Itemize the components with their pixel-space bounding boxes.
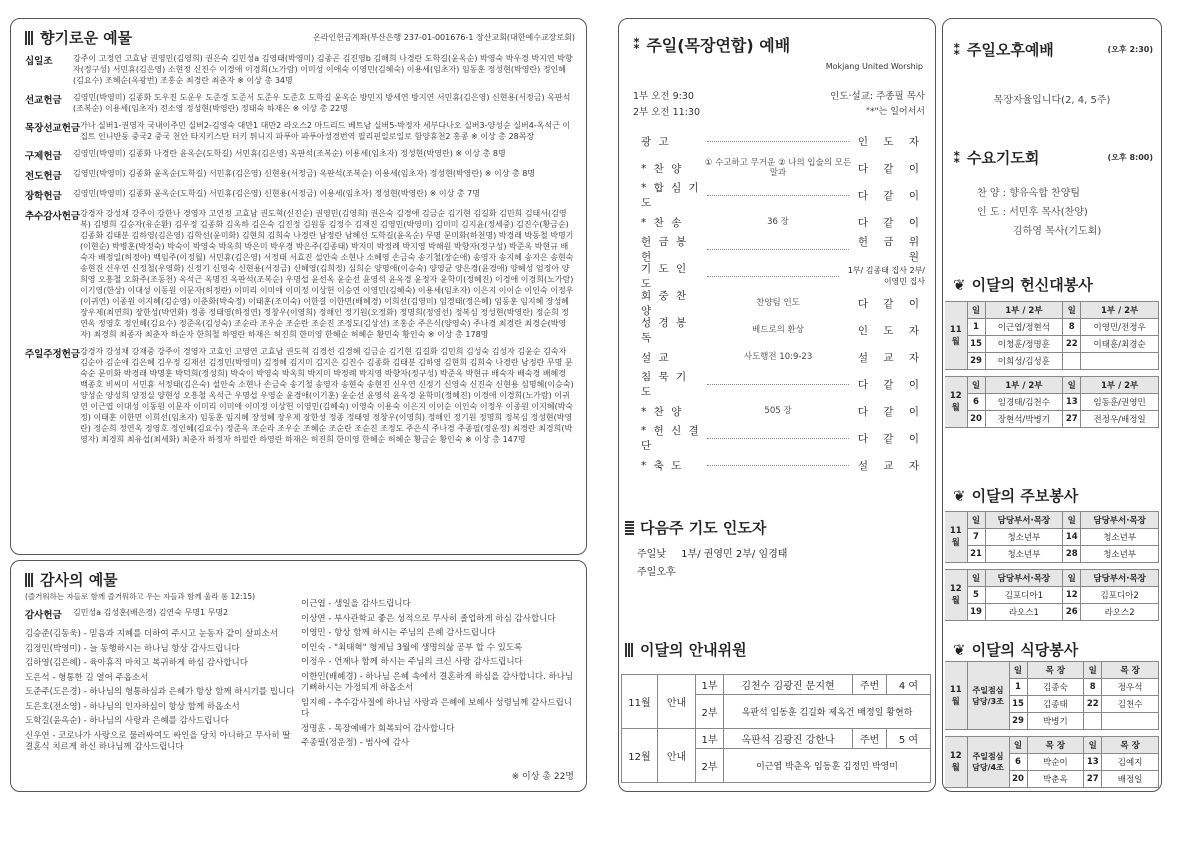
worship-item xyxy=(641,263,925,290)
bank-account: 온라인헌금계좌(부산은행 237-01-001676-1 장산교회(대한예수교장로회) xyxy=(313,32,575,42)
table-cell: 정우석 xyxy=(1102,679,1159,696)
kitchen-tables xyxy=(945,661,1159,794)
duty-label: 주일점심 담당/4조 xyxy=(967,737,1009,788)
flower-title: ❦ 이달의 헌신대봉사 xyxy=(953,275,1093,294)
worship-item-label: * 찬 양 xyxy=(641,405,684,418)
thanks-item: 도학길(윤옥순) - 하나님의 사랑과 은혜를 감사드립니다 xyxy=(25,716,229,726)
afternoon-text: 목장자율입니다(2, 4, 5주) xyxy=(993,95,1111,106)
worship-panel xyxy=(618,18,936,792)
worship-item xyxy=(641,347,925,367)
worship-item-label: 침 묵 기 도 xyxy=(641,371,689,398)
offering-item xyxy=(25,346,575,445)
leaf-icon: ❦ xyxy=(953,275,966,294)
table-cell: 이태훈/최경순 xyxy=(1081,336,1159,353)
table-cell: 8 xyxy=(1063,319,1081,336)
thanks-item: 김하영(김은혜) - 육아휴직 마치고 복귀하게 하심 감사합니다 xyxy=(25,658,248,668)
offering-list xyxy=(25,53,575,451)
table-cell: 임경태/김천수 xyxy=(985,394,1063,411)
header-cell: 1부 / 2부 xyxy=(985,302,1063,319)
offering-names: 강주이 고정연 고효남 권영민(김영희) 권은숙 김민성a 김영태(박영미) 김종곤 김진영b 김해희 나경란 도학길(윤옥순) 박영숙 박우경 박지연 박향자(정구성) 서민휴(김은영) 소현정 신진수 이경애 이경희(노가람) 이미성 이애숙 이영민(김혜숙) 이용세(임초자) 임동훈 정성현(박영란) 정인혜(김요수) 조혜순(옥광번) 조홍순 최경란 최춘자 ※ 이상 총 34명 xyxy=(73,54,573,85)
header-cell: 담당부서·목장 xyxy=(1081,512,1159,529)
header-cell: 일 xyxy=(1063,302,1081,319)
wednesday-title: ⁑ 수요기도회 xyxy=(953,148,1040,167)
worship-item-role: 다 같 이 xyxy=(857,378,925,391)
usher-names: 옥판석 임동훈 김길화 제옥건 배정일 황현하 xyxy=(724,695,931,729)
grid-icon xyxy=(625,521,634,535)
table-cell: 28 xyxy=(1063,546,1081,563)
table-header xyxy=(945,512,1159,529)
wed-lead-2: 김하영 목사(기도회) xyxy=(1013,226,1102,237)
offering-label: 전도헌금 xyxy=(25,171,62,182)
worship-item xyxy=(641,401,925,421)
usher-names: 김천수 김광진 문지현 xyxy=(724,675,853,695)
offering-names: 강경자 강성채 강재중 강주이 경영자 고효인 고영연 고효남 권도혁 김경선 김경혜 김금순 김기현 김길화 김민희 김성숙 김성자 김윤순 김숙자 김순아 김순애 김은혜 김우정 김재선 김정민(박영미) 김정혜 김지미 김지은 김진수 김종화 김태분 김하영 김현희 김희숙 나경란 남정란 무명 문숙순 문미화 박경래 박명훈 박덕희(정성희) 박숙이 박영숙 박옥희 박지미 박정례 박지영 박향자(정구성) 박준옥 박현규 배숙자 배숙경 배혜경 백종호 비씨미 서민휴 서정태(김은숙) 설안숙 소현나 손금숙 송기철 송영자 송현숙 송현진 신우연 신정기 신영숙 신진숙 신현용 심명혜(이승숙) 양성순 양성희 양정실 양현성 오흥철 옥석근 우명섭 우영순 윤경애(이기훈) 윤순선 윤영석 윤옥경 윤학미(정혜진) 이경애 이경희(노가람) 이귀연 이근엽 이대성 이동원 이문자 이미리 이미애 이미정 이상헌 이영민(김혜숙) 이영숙 이용숙 이은지 이이순 이인숙 이정우 이종원 이지혜(박숙정) 이태훈 이한면 이희선(임초자) 임동훈 임지혜 장성혜 장우제 장한성 정종 정태영 정창우(이영희) 정해인 정기원 정명희 정복심 정성현(박영란) 정순희 정연옥 정영호 정인혜(김요수) 정준옥 조순라 조우순 조혜순 조순란 조순진 조정도 주은식 주나경 주종필(정운정) 최경란 최경희(박영자) 최경희 최유섭(최세화) 최춘자 하정자 하필란 하영란 하재은 허진희 한미영 한혜순 허혜순 황금순 황인숙 ※ 이상 총 147명 xyxy=(80,347,574,444)
worship-subtitle: Mokjang United Worship xyxy=(825,62,923,71)
table-cell: 전정우/배정일 xyxy=(1081,411,1159,428)
leaf-icon: ❦ xyxy=(953,640,966,659)
table-row xyxy=(945,529,1159,546)
worship-item-role: 설 교 자 xyxy=(857,459,925,472)
table-header xyxy=(945,570,1159,587)
table-cell: 27 xyxy=(1084,771,1102,788)
table-cell: 27 xyxy=(1063,411,1081,428)
month-cell: 12 월 xyxy=(945,570,967,621)
duty-label: 주일점심 담당/3조 xyxy=(967,662,1009,730)
worship-item-role: 설 교 자 xyxy=(857,351,925,364)
offering-label: 추수감사헌금 xyxy=(25,211,81,222)
offering-panel xyxy=(10,18,587,555)
thanks-note: (즐거워하는 자들로 함께 즐거워하고 우는 자들과 함께 울라 롬 12:15) xyxy=(25,592,256,601)
worship-item-content: 찬양팀 인도 xyxy=(756,298,800,308)
table-cell: 이희성/김성훈 xyxy=(985,353,1063,370)
sunday-value: 1부/ 권영민 2부/ 임경태 xyxy=(681,549,788,560)
table-cell: 김포디아1 xyxy=(985,587,1063,604)
offering-label: 목장선교헌금 xyxy=(25,123,81,134)
header-cell: 일 xyxy=(1084,662,1102,679)
header-cell: 일 xyxy=(967,570,985,587)
wed-praise: 찬 양 : 향유옥합 찬양팀 xyxy=(977,188,1081,199)
table-cell: 박춘옥 xyxy=(1027,771,1084,788)
usher-role: 안내 xyxy=(658,675,696,729)
table-row xyxy=(945,587,1159,604)
table-header xyxy=(945,737,1159,754)
worship-item-label: 회 중 찬 양 xyxy=(641,290,689,317)
table-cell: 13 xyxy=(1063,394,1081,411)
thanks-item: 임지혜 - 추수감사절에 하나님 사랑과 은혜에 보혜사 성령님께 감사드립니다 xyxy=(301,697,573,719)
table-row xyxy=(945,411,1159,428)
table-cell: 이청훈/정명훈 xyxy=(985,336,1063,353)
table-cell xyxy=(1084,713,1102,730)
offering-item xyxy=(25,53,575,86)
table-cell: 1 xyxy=(967,319,985,336)
month-cell: 11 월 xyxy=(945,302,967,370)
worship-item-content xyxy=(707,195,849,196)
offering-label: 장학헌금 xyxy=(25,191,62,202)
offering-label: 선교헌금 xyxy=(25,95,62,106)
worship-item-role: 다 같 이 xyxy=(857,432,925,445)
thanks-item: 도준주(도은경) - 하나님의 형통하심과 은혜가 항상 함께 하시기를 빕니다 xyxy=(25,687,295,697)
offering-item xyxy=(25,92,575,114)
usher-month: 11월 xyxy=(622,675,658,729)
flower-table-nov xyxy=(945,301,1159,370)
offering-item xyxy=(25,188,575,202)
worship-item-content xyxy=(707,465,849,466)
table-cell: 김예지 xyxy=(1102,754,1159,771)
table-header xyxy=(945,662,1159,679)
usher-week-value: 4 여 xyxy=(887,675,931,695)
header-cell: 담당부서·목장 xyxy=(1081,570,1159,587)
worship-item xyxy=(641,425,925,452)
next-sunday xyxy=(637,545,787,560)
dots-icon: ⁑ xyxy=(633,36,641,53)
worship-item-content: ① 수고하고 무거운 ② 나의 입술의 모든 말과 xyxy=(704,158,852,178)
worship-item-label: * 축 도 xyxy=(641,459,684,472)
stand-note: "*"는 일어서서 xyxy=(865,107,925,117)
worship-item-content xyxy=(707,249,849,250)
offering-names: 강경자 강성채 강주이 강한나 경영자 고연정 고효남 권도혁(신진순) 권영민(김영희) 권은숙 김경애 김금순 김기현 김길화 김민희 김태서(김영복) 김병희 김승자(유순환) 김우정 김종화 김옥하 김은숙 김진정 김원동 김정수 김재진 김영민(박영미) 김미미 김지윤(정세중) 김진수(황금순) 김종화 김태분 김하영(김은영) 김학선(윤미화) 김현희 김희숙 나경란 남정란 남혜선 도학길(윤옥순) 무명 문미화(하천명) 박경래 박동철 박명기(이현순) 박병훈(박정숙) 박숙이 박영숙 박옥희 박은미 박우경 박은주(김종태) 박지미 박정례 박지영 박해원 박향자(정구성) 박준옥 박현규 배숙자 배정일(허정아) 백임주(이정월) 서민휴(김은영) 서정태 서효진 설안숙 소현나 소혜영 손금숙 송기철(장순애) 송영자 송지혜 송지은 송현숙 송현진 신우연 신정철(우영화) 신정기 신영숙 신현용(서정금) 신혜영(김희정) 심희순 양명애(이승숙) 양영균 양은경(윤경애) 양혜성 엄정아 양희영 오흥철 오화주(조동천) 옥석근 옥명진 옥판석(조복순) 우명섭 윤선옥 윤순선 윤영석 윤옥경 윤정자 윤학미(정혜진) 이경애 이경희(노가람) 이기영(한상) 이대성 이동원 이문자(허정란) 이미리 이미애 이미정 이상헌 이승연 이영민(김혜숙) 이용세(임초자) 이은지 이이순 이인숙 이정우(이귀연) 이종원 이지혜(김순영) 이춘화(박숙정) 이태훈(조미숙) 이한결 이한면(배혜경) 이희선(김영미) 임경태(정은혜) 임동훈 임지혜 장성혜 장우제(최연희) 장한성(박연화) 정종 정태영(하정연) 정창우(이영희) 정해인 정기원(오정화) 정명희(정영선) 정복심 정성현(박영란) 정순희 정연옥 정영호 정인혜(김요수) 정준옥(김성숙) 조순라 조우순 조순란 조순진 조정도(김상선) 조홍순 주은식(양영숙) 주나경 최경란 최경순(박영자) 최경희 최종자 최춘자 하순자 한희철 하영란 하재은 허진희 한미영 한혜순 허혜순 황민숙 황인숙 ※ 이상 총 178명 xyxy=(80,209,574,339)
header-cell: 일 xyxy=(967,377,985,394)
table-header xyxy=(945,302,1159,319)
dots-icon: ⁑ xyxy=(953,148,961,167)
offering-names: 김영민(박영미) 김종화 윤옥순(도학길) 서민휴(김은영) 신현용(서정금) 이용세(임초자) 정성현(박영란) ※ 이상 총 7명 xyxy=(73,189,480,198)
usher-month: 12월 xyxy=(622,729,658,783)
thanks-item: 김정민(박영미) - 늘 동행하시는 하나님 항상 감사드립니다 xyxy=(25,643,240,654)
table-cell: 29 xyxy=(1009,713,1027,730)
table-cell: 20 xyxy=(1009,771,1027,788)
service-panel xyxy=(942,18,1162,792)
table-cell: 5 xyxy=(967,587,985,604)
header-cell: 일 xyxy=(1009,662,1027,679)
usher-role: 안내 xyxy=(658,729,696,783)
table-cell: 21 xyxy=(967,546,985,563)
thanks-left-list xyxy=(25,629,295,757)
usher-row xyxy=(622,675,931,695)
thanks-item: 신우연 - 코로나가 사랑으로 물러싸여도 싸인을 당치 아니하고 무사히 딸 결혼식 치르게 하신 하나님께 감사드립니다 xyxy=(25,730,291,752)
table-row xyxy=(945,546,1159,563)
table-cell: 청소년부 xyxy=(1081,546,1159,563)
table-cell: 26 xyxy=(1063,604,1081,621)
worship-item xyxy=(641,371,925,398)
table-cell: 박순이 xyxy=(1027,754,1084,771)
kitchen-table-nov xyxy=(945,661,1159,730)
offering-label: 십일조 xyxy=(25,56,53,67)
thanks-item: 이근엽 - 생일을 감사드립니다 xyxy=(301,599,411,609)
table-cell xyxy=(1063,353,1081,370)
thanks-item: 도은호(전소영) - 하나님의 인자하심이 항상 함께 하옵소서 xyxy=(25,701,240,712)
header-cell: 일 xyxy=(967,512,985,529)
time-2: 2부 오전 11:30 xyxy=(633,107,700,118)
table-cell: 임동훈/권영민 xyxy=(1081,394,1159,411)
worship-title: ⁑ 주일(목장연합) 예배 xyxy=(633,36,791,55)
worship-item-label: 설 교 xyxy=(641,351,671,364)
worship-item-content: 505 장 xyxy=(764,406,792,416)
table-cell xyxy=(1081,353,1159,370)
table-cell: 1 xyxy=(1009,679,1027,696)
thanks-item: 이인숙 - "최태혁" 형제님 3월에 생명의삶 공부 할 수 있도록 xyxy=(301,642,523,653)
thanks-right-list xyxy=(301,599,576,753)
usher-names: 옥판석 김광진 강한나 xyxy=(724,729,853,749)
thanks-item: 이한민(배혜경) - 하나님 은혜 속에서 결혼하게 하심을 감사합니다. 하나님 기뻐하시는 가정되게 하옵소서 xyxy=(301,671,574,693)
header-cell: 일 xyxy=(1063,512,1081,529)
usher-names: 이근엽 박춘옥 임동훈 김정민 박영미 xyxy=(724,749,931,783)
worship-item xyxy=(641,290,925,317)
offering-label: 주일주정헌금 xyxy=(25,349,81,360)
table-cell: 김포디아2 xyxy=(1081,587,1159,604)
usher-part: 1부 xyxy=(696,729,724,749)
worship-item-content xyxy=(707,384,849,385)
table-cell: 15 xyxy=(1009,696,1027,713)
header-cell: 목 장 xyxy=(1027,737,1084,754)
worship-item-content xyxy=(707,141,849,142)
thanks-item: 이상연 - 부사관학교 좋은 성적으로 무사히 졸업하게 하심 감사합니다 xyxy=(301,613,556,624)
worship-item-role: 헌 금 위 원 xyxy=(857,236,925,263)
table-cell: 김천수 xyxy=(1102,696,1159,713)
table-cell: 김종태 xyxy=(1027,696,1084,713)
header-cell: 일 xyxy=(1084,737,1102,754)
table-cell: 8 xyxy=(1084,679,1102,696)
usher-week-label: 주번 xyxy=(853,729,887,749)
worship-leader: 인도·설교: 주종필 목사 xyxy=(830,91,925,102)
table-cell: 14 xyxy=(1063,529,1081,546)
table-row xyxy=(945,394,1159,411)
header-cell: 일 xyxy=(1063,570,1081,587)
table-cell: 라오스1 xyxy=(985,604,1063,621)
header-cell: 담당부서·목장 xyxy=(985,570,1063,587)
worship-item-label: 성 경 봉 독 xyxy=(641,317,689,344)
flower-table-dec xyxy=(945,376,1159,428)
usher-row xyxy=(622,729,931,749)
header-cell: 목 장 xyxy=(1102,737,1159,754)
table-cell: 김종숙 xyxy=(1027,679,1084,696)
header-cell: 일 xyxy=(967,302,985,319)
worship-item xyxy=(641,182,925,209)
time-1: 1부 오전 9:30 xyxy=(633,91,694,102)
header-cell: 목 장 xyxy=(1027,662,1084,679)
offering-names: 김영민(박영미) 김종화 나경란 윤옥순(도학길) 서민휴(김은영) 옥판석(조복순) 이용세(임초자) 정성현(박영란) ※ 이상 총 8명 xyxy=(73,149,506,158)
usher-part: 2부 xyxy=(696,695,724,729)
bulletin-title: ❦ 이달의 주보봉사 xyxy=(953,486,1079,505)
thanks-item: 이정우 - 언제나 함께 하시는 주님의 크신 사랑 감사드립니다 xyxy=(301,657,523,667)
kitchen-table-dec xyxy=(945,736,1159,788)
usher-title: 이달의 안내위원 xyxy=(625,639,747,660)
wed-lead-1: 인 도 : 서민후 목사(찬양) xyxy=(977,207,1088,218)
thanks-head-text: 김민성a 김성훈(배은경) 김연숙 무명1 무명2 xyxy=(73,608,229,617)
offering-item xyxy=(25,120,575,142)
offering-names: 김영민(박영미) 김종화 도우진 도운우 도준경 도준서 도준우 도준호 도학길 윤옥순 방민지 방세연 방지연 서민휴(김은영) 신현용(서정금) 옥판석(조복순) 이용세(임초자) 전소영 정성현(박영란) 정태숙 하재은 ※ 이상 총 22명 xyxy=(73,93,571,113)
bulletin-table-nov xyxy=(945,511,1159,563)
worship-item-role: 다 같 이 xyxy=(857,297,925,310)
header-cell: 1부 / 2부 xyxy=(1081,302,1159,319)
worship-item xyxy=(641,455,925,475)
offering-title: 향기로운 예물 xyxy=(25,27,132,48)
usher-part: 2부 xyxy=(696,749,724,783)
table-cell: 청소년부 xyxy=(985,529,1063,546)
worship-item-role: 인 도 자 xyxy=(857,135,925,148)
table-cell: 배정일 xyxy=(1102,771,1159,788)
wednesday-time: (오후 8:00) xyxy=(1107,152,1153,162)
bulletin-table-dec xyxy=(945,569,1159,621)
bars-icon xyxy=(625,643,634,657)
header-cell: 1부 / 2부 xyxy=(1081,377,1159,394)
worship-item-label: 헌 금 봉 헌 xyxy=(641,236,689,263)
table-cell: 이영민/전정우 xyxy=(1081,319,1159,336)
worship-item-role: 다 같 이 xyxy=(857,216,925,229)
worship-item-label: 광 고 xyxy=(641,135,671,148)
header-cell: 목 장 xyxy=(1102,662,1159,679)
offering-names: 가나 실버1-권영자 국내이주민 실버2-김영숙 대만1 대만2 라오스2 마드리드 베트남 실버5-박정자 세부다나오 실버3-양성순 실버4-옥석근 이집트 인니반둥 중국2 중국 천안 타지키스탄 터키 튀니지 파푸아 파푸아성경번역 필리핀일로일로 함양휴천2 홍콩 ※ 이상 총 28목장 xyxy=(80,121,571,141)
bars-icon xyxy=(25,573,34,587)
table-row xyxy=(945,319,1159,336)
offering-item xyxy=(25,168,575,182)
worship-item-content: 36 장 xyxy=(767,217,789,227)
offering-item xyxy=(25,208,575,340)
worship-item-role: 다 같 이 xyxy=(857,405,925,418)
table-cell: 청소년부 xyxy=(1081,529,1159,546)
kitchen-title: ❦ 이달의 식당봉사 xyxy=(953,640,1079,659)
thanks-panel xyxy=(10,560,587,792)
thanks-label: 감사헌금 xyxy=(25,610,62,621)
offering-item xyxy=(25,148,575,162)
table-cell: 12 xyxy=(1063,587,1081,604)
offering-names: 김영민(박영미) 김종화 윤옥순(도학길) 서민휴(김은영) 신현용(서정금) 옥판석(조복순) 이용세(임초자) 정성현(박영란) ※ 이상 총 8명 xyxy=(73,169,536,178)
thanks-item: 이영민 - 항상 함께 하시는 주님의 은혜 감사드립니다 xyxy=(301,628,496,638)
table-row xyxy=(945,604,1159,621)
worship-item xyxy=(641,158,925,178)
thanks-total: ※ 이상 총 22명 xyxy=(511,771,574,782)
worship-item-content: 베드로의 환상 xyxy=(752,325,804,335)
month-cell: 12 월 xyxy=(945,377,967,428)
dots-icon: ⁑ xyxy=(953,40,961,59)
table-cell: 청소년부 xyxy=(985,546,1063,563)
table-cell: 13 xyxy=(1084,754,1102,771)
table-header xyxy=(945,377,1159,394)
worship-item-role: 인 도 자 xyxy=(857,324,925,337)
header-cell: 일 xyxy=(1009,737,1027,754)
table-cell: 장현석/박병기 xyxy=(985,411,1063,428)
thanks-item: 도은석 - 형통한 길 열어 주옵소서 xyxy=(25,672,149,683)
worship-item-label: 기 도 인 도 xyxy=(641,263,689,290)
worship-item xyxy=(641,212,925,232)
afternoon-label: 주일오후 xyxy=(637,567,676,578)
table-cell: 6 xyxy=(967,394,985,411)
table-cell: 15 xyxy=(967,336,985,353)
worship-item xyxy=(641,131,925,151)
worship-item xyxy=(641,236,925,263)
worship-item-content xyxy=(707,438,849,439)
thanks-item: 주종필(정운정) - 범사에 감사 xyxy=(301,738,410,748)
next-title: 다음주 기도 인도자 xyxy=(625,517,766,538)
thanks-title: 감사의 예물 xyxy=(25,569,118,590)
thanks-item: 정명훈 - 목장예배가 회복되어 감사합니다 xyxy=(301,723,455,734)
afternoon-title: ⁑ 주일오후예배 xyxy=(953,40,1054,59)
table-cell xyxy=(1102,713,1159,730)
usher-week-label: 주번 xyxy=(853,675,887,695)
table-cell: 22 xyxy=(1084,696,1102,713)
flower-tables xyxy=(945,301,1159,434)
usher-table xyxy=(621,674,931,783)
table-cell: 6 xyxy=(1009,754,1027,771)
worship-item-content: 사도행전 10:9-23 xyxy=(743,352,813,362)
worship-item-label: * 찬 양 xyxy=(641,162,684,175)
worship-item-content xyxy=(707,276,839,277)
table-cell: 7 xyxy=(967,529,985,546)
table-cell: 19 xyxy=(967,604,985,621)
worship-item-role: 다 같 이 xyxy=(857,162,925,175)
worship-item-label: * 찬 송 xyxy=(641,216,684,229)
header-cell: 담당부서·목장 xyxy=(985,512,1063,529)
table-cell: 라오스2 xyxy=(1081,604,1159,621)
month-cell: 11 월 xyxy=(945,662,967,730)
worship-item-role: 1부/ 김종태 집사 2부/ 이영민 집사 xyxy=(847,266,925,286)
month-cell: 12 월 xyxy=(945,737,967,788)
afternoon-time: (오후 2:30) xyxy=(1107,44,1153,54)
table-cell: 박병기 xyxy=(1027,713,1084,730)
usher-part: 1부 xyxy=(696,675,724,695)
offering-label: 구제헌금 xyxy=(25,151,62,162)
usher-week-value: 5 여 xyxy=(887,729,931,749)
leaf-icon: ❦ xyxy=(953,486,966,505)
worship-item-role: 다 같 이 xyxy=(857,189,925,202)
table-cell: 이근엽/정현석 xyxy=(985,319,1063,336)
table-row xyxy=(945,336,1159,353)
month-cell: 11 월 xyxy=(945,512,967,563)
table-cell: 29 xyxy=(967,353,985,370)
sunday-label: 주일낮 xyxy=(637,549,666,560)
worship-item xyxy=(641,317,925,344)
worship-item-label: * 헌 신 결 단 xyxy=(641,425,701,452)
bulletin-tables xyxy=(945,511,1159,627)
table-row xyxy=(945,353,1159,370)
header-cell: 1부 / 2부 xyxy=(985,377,1063,394)
worship-item-label: * 합 심 기 도 xyxy=(641,182,701,209)
table-cell: 22 xyxy=(1063,336,1081,353)
header-cell: 일 xyxy=(1063,377,1081,394)
bars-icon xyxy=(25,31,34,45)
thanks-item: 김승준(김동욱) - 믿음과 지혜를 더하여 주시고 눈동자 같이 살피소서 xyxy=(25,629,279,639)
table-cell: 20 xyxy=(967,411,985,428)
